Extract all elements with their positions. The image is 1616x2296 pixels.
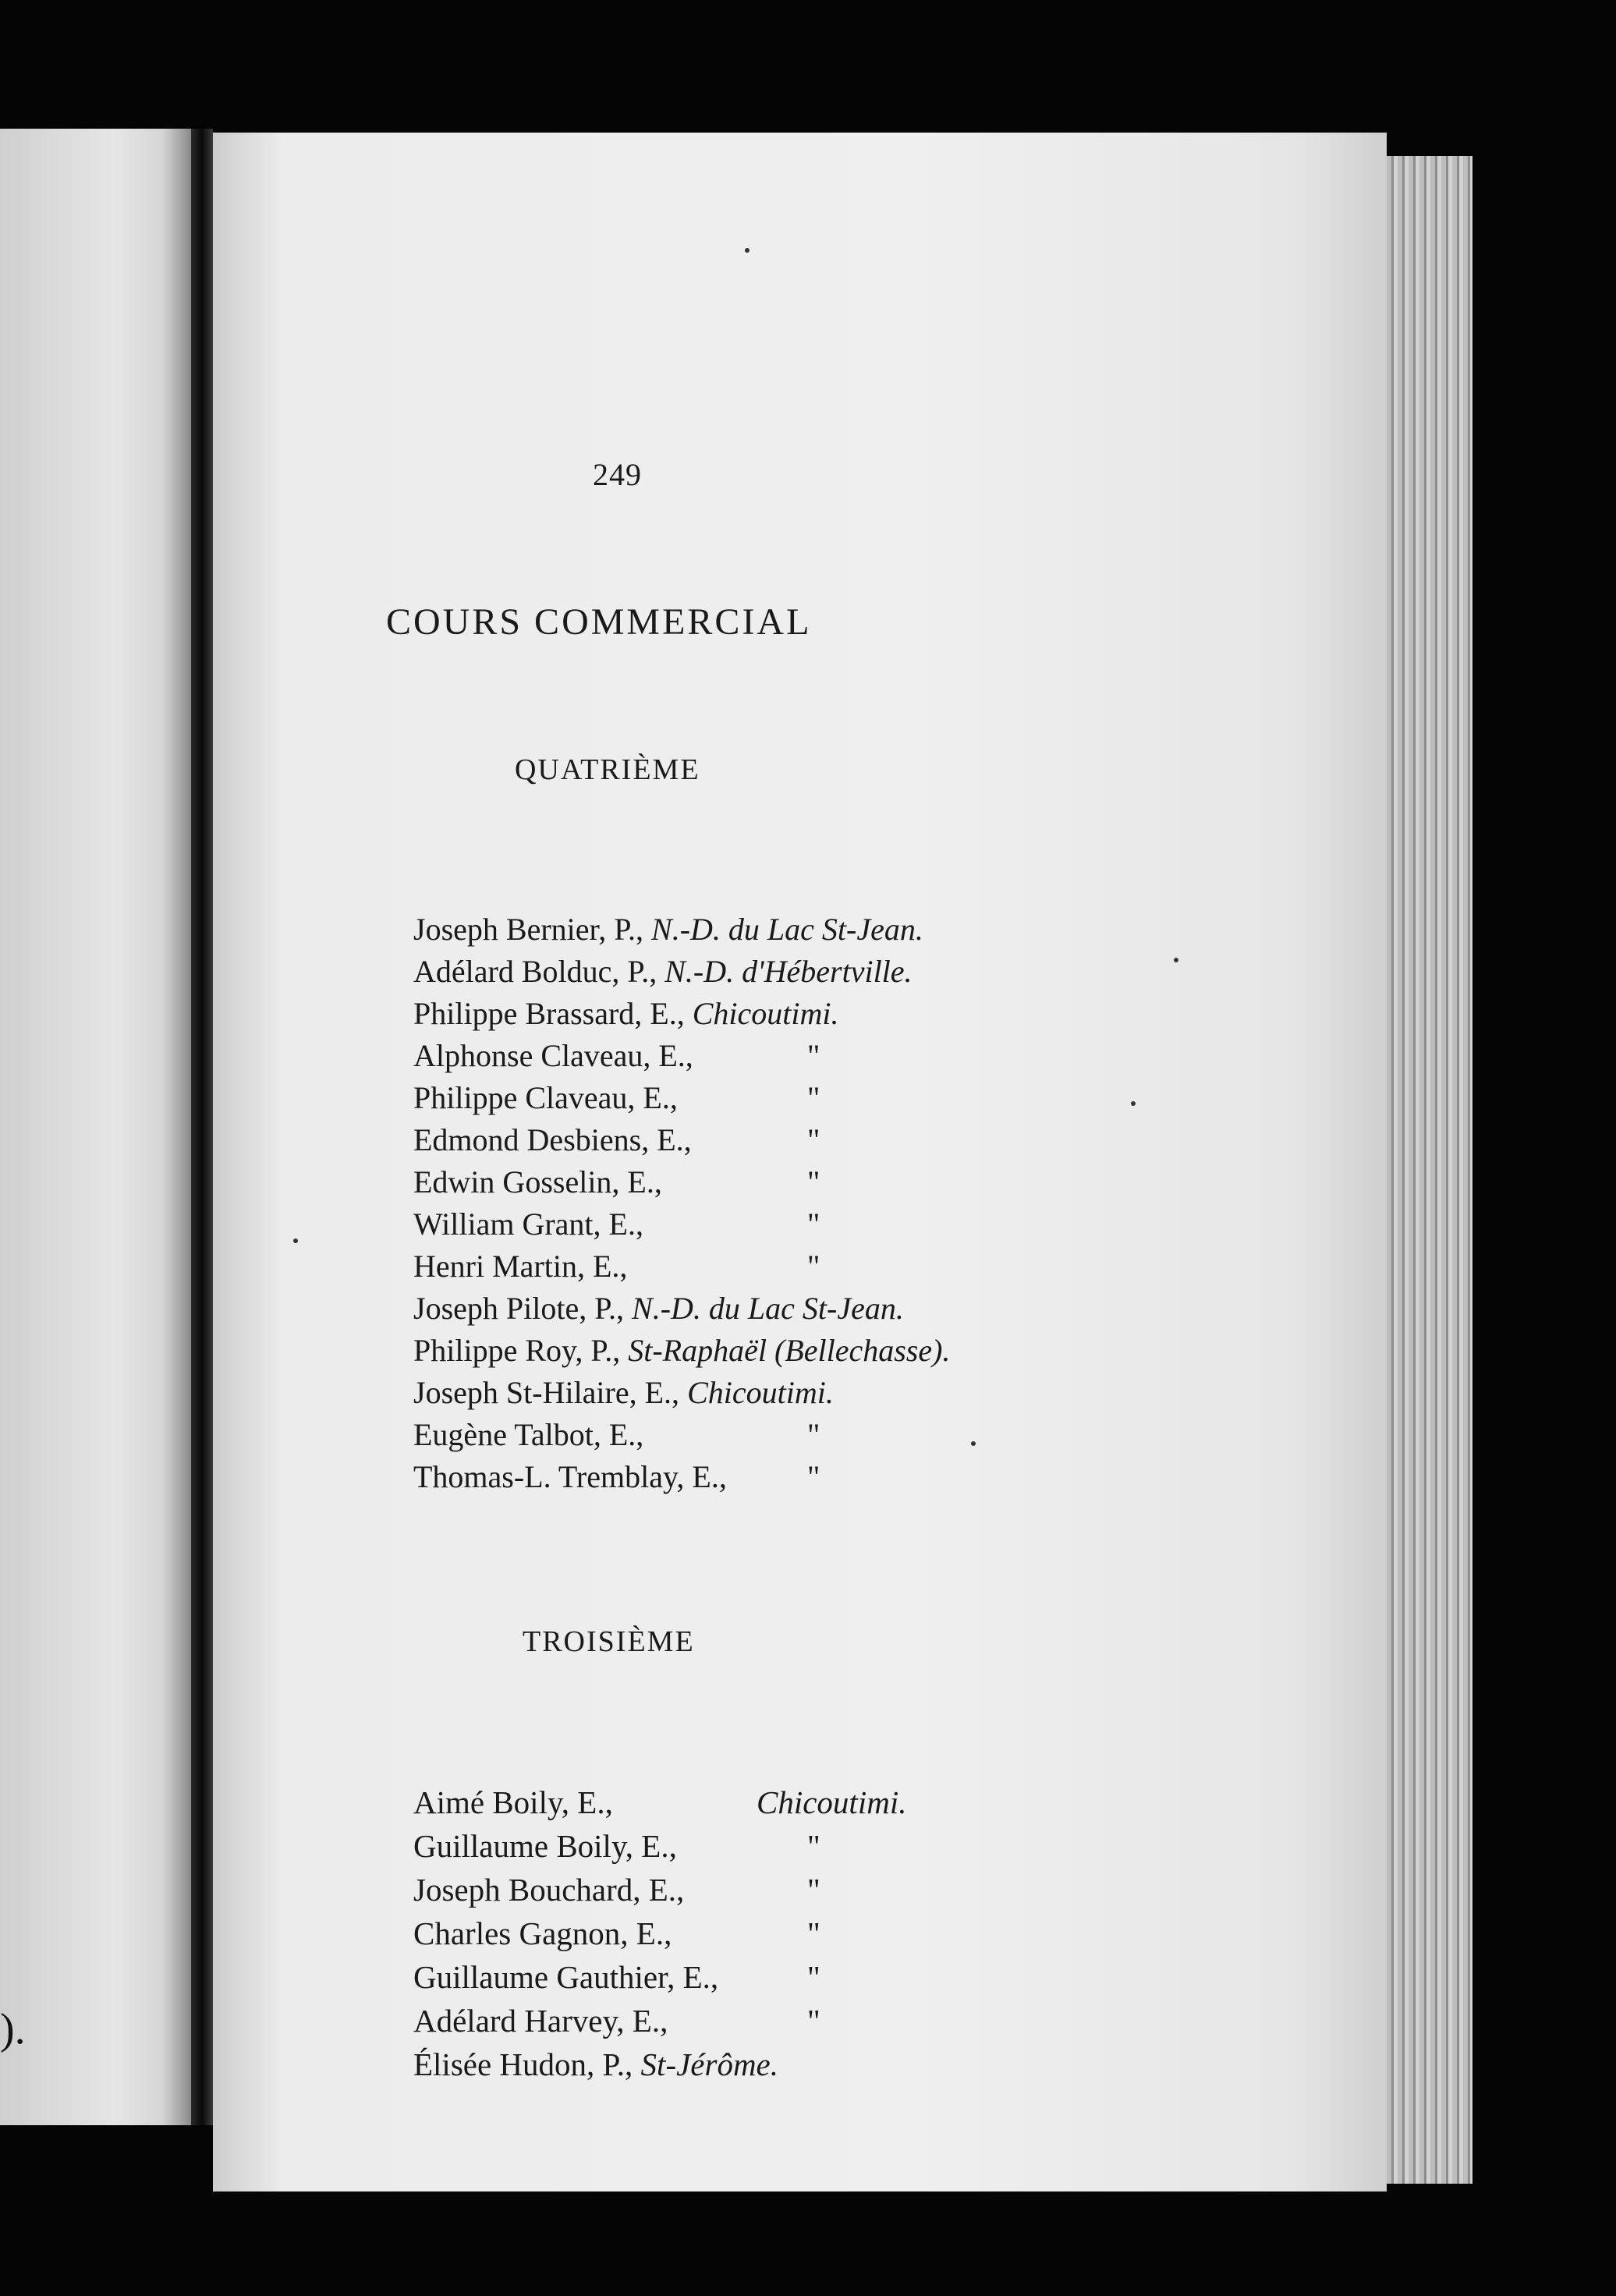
- student-name: Joseph St-Hilaire, E.,: [413, 1375, 680, 1410]
- student-entry: [413, 1868, 820, 1912]
- student-name: Charles Gagnon, E.,: [413, 1915, 672, 1951]
- ditto-mark: ": [807, 1828, 820, 1864]
- paper-speck: [293, 1238, 298, 1243]
- student-entry: [413, 1372, 950, 1414]
- section-title-quatrieme: QUATRIÈME: [515, 753, 700, 786]
- student-entry: [413, 1330, 950, 1372]
- student-entry: [413, 1077, 950, 1119]
- student-name: Adélard Bolduc, P.,: [413, 954, 657, 989]
- student-name: Adélard Harvey, E.,: [413, 2003, 668, 2039]
- student-entry: [413, 1824, 820, 1868]
- student-entry: [413, 1999, 820, 2043]
- student-name: Aimé Boily, E.,: [413, 1784, 613, 1820]
- student-list-troisieme: [413, 1780, 907, 2086]
- student-entry: [413, 1161, 950, 1203]
- ditto-mark: ": [807, 1249, 820, 1284]
- ditto-mark: ": [807, 1872, 820, 1908]
- student-entry: [413, 2043, 778, 2086]
- student-name: Philippe Roy, P.,: [413, 1333, 621, 1368]
- section-title-troisieme: TROISIÈME: [523, 1625, 695, 1658]
- student-entry: [413, 1414, 950, 1456]
- ditto-mark: ": [807, 1164, 820, 1199]
- left-page-text-fragment: ).: [0, 2005, 26, 2053]
- ditto-mark: ": [807, 1959, 820, 1995]
- paper-speck: [971, 1441, 976, 1446]
- page-edges: [1387, 156, 1472, 2184]
- paper-speck: [745, 248, 750, 253]
- student-name: Eugène Talbot, E.,: [413, 1417, 644, 1452]
- student-name: Guillaume Gauthier, E.,: [413, 1959, 719, 1995]
- student-entry: [413, 1203, 950, 1245]
- student-name: Alphonse Claveau, E.,: [413, 1038, 693, 1073]
- paper-speck: [1174, 958, 1178, 962]
- student-name: Edwin Gosselin, E.,: [413, 1164, 662, 1199]
- student-place: St-Raphaël (Bellechasse).: [628, 1333, 951, 1368]
- student-name: Joseph Bernier, P.,: [413, 912, 644, 947]
- ditto-mark: ": [807, 2003, 820, 2039]
- page-heading: COURS COMMERCIAL: [386, 601, 812, 643]
- ditto-mark: ": [807, 1122, 820, 1157]
- student-name: Élisée Hudon, P.,: [413, 2046, 633, 2082]
- student-name: Thomas-L. Tremblay, E.,: [413, 1459, 727, 1494]
- page-number: 249: [593, 457, 642, 492]
- student-name: Henri Martin, E.,: [413, 1249, 628, 1284]
- student-entry: [413, 1288, 950, 1330]
- student-place: N.-D. du Lac St-Jean.: [632, 1291, 904, 1326]
- student-name: Edmond Desbiens, E.,: [413, 1122, 692, 1157]
- student-entry: [413, 1035, 950, 1077]
- ditto-mark: ": [807, 1915, 820, 1951]
- ditto-mark: ": [807, 1206, 820, 1242]
- student-entry: [413, 1780, 907, 1824]
- student-place: St-Jérôme.: [640, 2046, 778, 2082]
- student-list-quatrieme: [413, 909, 950, 1498]
- student-place: N.-D. du Lac St-Jean.: [651, 912, 923, 947]
- student-entry: [413, 1955, 820, 1999]
- student-place: N.-D. d'Hébertville.: [664, 954, 913, 989]
- student-entry: [413, 909, 950, 951]
- student-entry: [413, 1119, 950, 1161]
- student-name: Joseph Pilote, P.,: [413, 1291, 625, 1326]
- student-entry: [413, 993, 950, 1035]
- student-entry: [413, 1456, 950, 1498]
- student-entry: [413, 1912, 820, 1955]
- student-entry: [413, 951, 950, 993]
- student-name: Joseph Bouchard, E.,: [413, 1872, 685, 1908]
- student-place: Chicoutimi.: [687, 1375, 834, 1410]
- student-name: William Grant, E.,: [413, 1206, 643, 1242]
- ditto-mark: ": [807, 1080, 820, 1115]
- student-name: Philippe Claveau, E.,: [413, 1080, 678, 1115]
- paper-speck: [1131, 1101, 1136, 1106]
- student-name: Guillaume Boily, E.,: [413, 1828, 677, 1864]
- student-place: Chicoutimi.: [692, 996, 839, 1031]
- student-entry: [413, 1245, 950, 1288]
- book-gutter: [191, 129, 213, 2125]
- ditto-mark: ": [807, 1417, 820, 1452]
- ditto-mark: ": [807, 1038, 820, 1073]
- student-place: Chicoutimi.: [757, 1784, 907, 1820]
- student-name: Philippe Brassard, E.,: [413, 996, 685, 1031]
- left-facing-page: [0, 129, 191, 2125]
- ditto-mark: ": [807, 1459, 820, 1494]
